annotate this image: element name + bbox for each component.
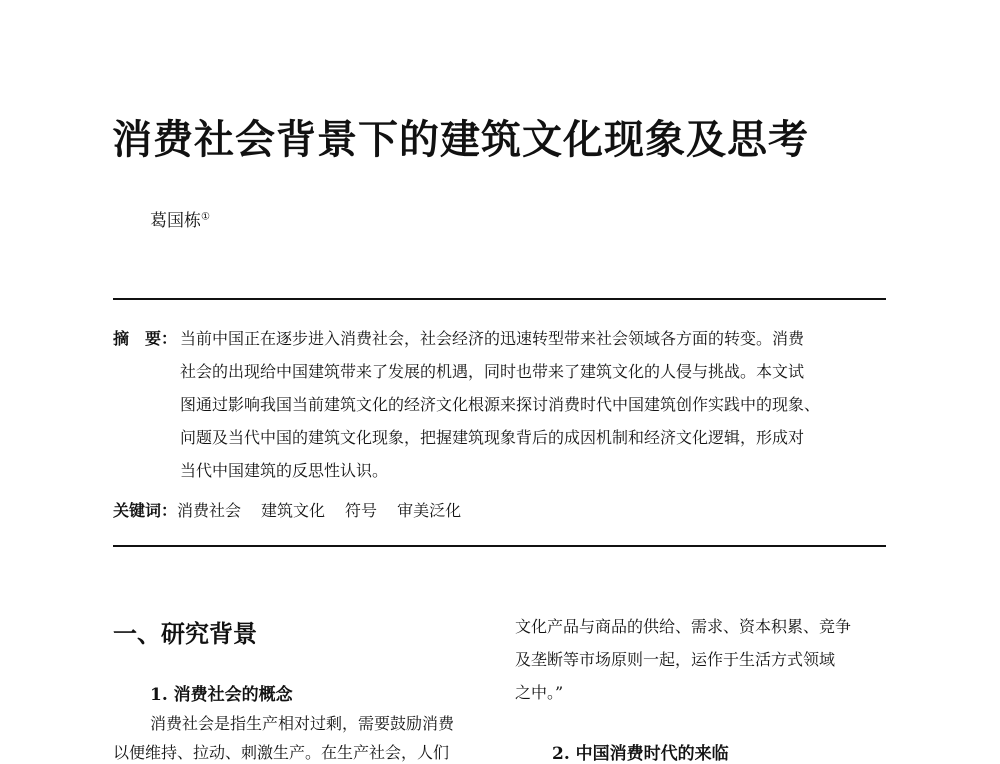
keywords-row (113, 498, 481, 521)
abstract-line-3: 图通过影响我国当前建筑文化的经济文化根源来探讨消费时代中国建筑创作实践中的现象、 (180, 395, 821, 414)
body-line: 以便维持、拉动、刺激生产。在生产社会，人们 (113, 743, 450, 762)
abstract-line-4: 问题及当代中国的建筑文化现象，把握建筑现象背后的成因机制和经济文化逻辑，形成对 (180, 428, 805, 447)
body-line: 消费社会是指生产相对过剩，需要鼓励消费 (150, 714, 455, 733)
body-line: 及垄断等市场原则一起，运作于生活方式领域 (515, 650, 836, 669)
author-name: 葛国栋 (150, 211, 201, 231)
subsection-heading: 1. 消费社会的概念 (150, 685, 293, 705)
keywords-label: 关键词： (113, 501, 178, 520)
abstract-label: 摘 要： (113, 329, 178, 348)
body-line: 文化产品与商品的供给、需求、资本积累、竞争 (515, 617, 852, 636)
abstract-line-2: 社会的出现给中国建筑带来了发展的机遇，同时也带来了建筑文化的人侵与挑战。本文试 (180, 362, 805, 381)
keyword-item: 符号 (345, 501, 378, 520)
subsection-heading: 2. 中国消费时代的来临 (552, 744, 729, 764)
paper-title: 消费社会背景下的建筑文化现象及思考 (112, 116, 809, 163)
abstract-line-1: 当前中国正在逐步进入消费社会，社会经济的迅速转型带来社会领域各方面的转变。消费 (180, 329, 805, 348)
abstract-line-5: 当代中国建筑的反思性认识。 (180, 461, 389, 480)
section-heading: 一、研究背景 (113, 619, 257, 648)
bottom-rule (113, 545, 886, 547)
author-line (150, 206, 210, 231)
keyword-item: 审美泛化 (397, 501, 462, 520)
keyword-item: 建筑文化 (261, 501, 326, 520)
body-line: 之中。” (515, 683, 564, 702)
top-rule (113, 298, 886, 300)
keyword-item: 消费社会 (177, 501, 242, 520)
author-footnote-mark: ① (201, 211, 210, 223)
